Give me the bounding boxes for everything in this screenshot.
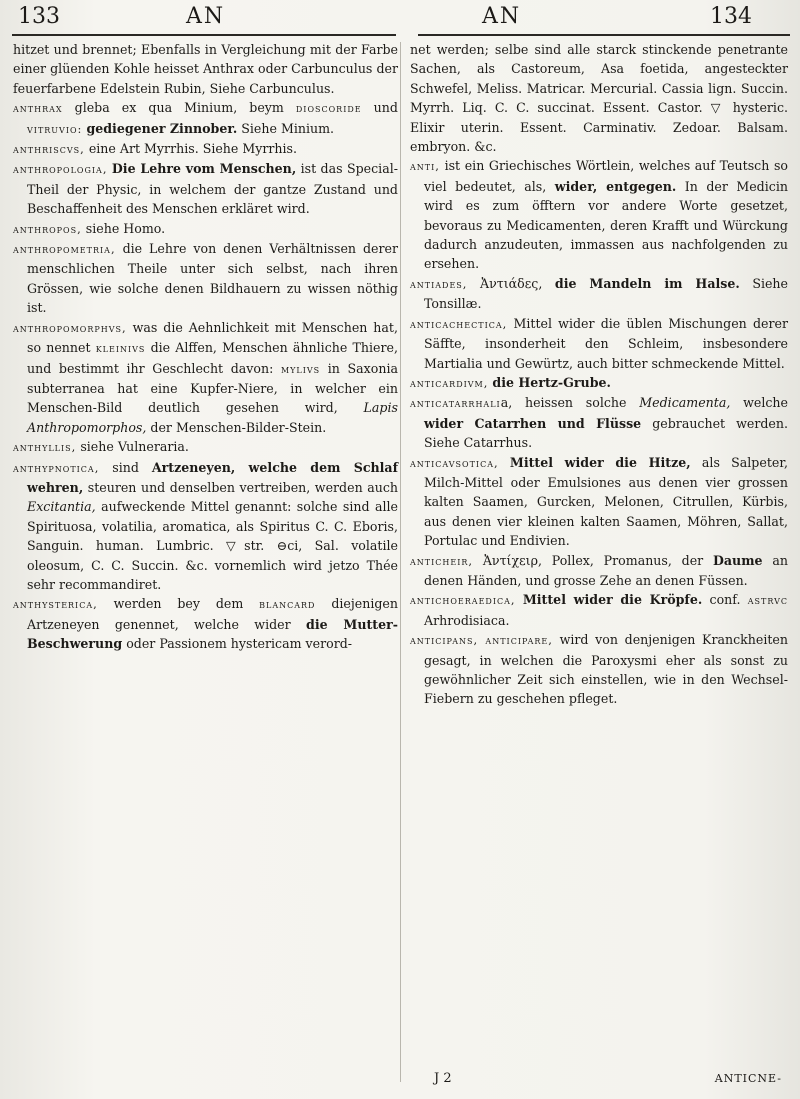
author-name: mylivs [280, 361, 321, 376]
entry-anticausotica [410, 453, 788, 551]
headword: anticachectica, [410, 316, 508, 331]
header-word-left: AN [186, 4, 226, 29]
entry-text: welche [743, 395, 788, 411]
entry-text: eine Art Myrrhis. Siehe Myrrhis. [88, 141, 298, 157]
entry-text: diejenigen Artzeneyen genennet, welche wider [27, 596, 398, 632]
entry-anthriscus [13, 139, 398, 159]
latin-term: Excitantia, [27, 499, 96, 515]
definition-bold: Artzeneyen, welche dem Schlaf wehren, [27, 459, 399, 495]
headword: anti, [410, 159, 440, 174]
entry-anthypnotica [13, 458, 398, 595]
left-column [13, 40, 398, 1090]
entry-text: net werden; selbe sind alle starck stinckende penetrante Sachen, als Castoreum, Asa foetida, angesteckter Schwefel, Meliss. Matricar. Mercurial. Cassia lign. Succin. Myrrh. Liq. C. C. succinat. Essent. Castor. ▽ hysteric. Elixir uterin. Essent. Carminativ. Zedoar. Balsam. embryon. &c. [410, 42, 788, 155]
entry-anthyllis [13, 437, 398, 457]
entry-text: in Saxonia subterranea hat eine Kupfer-Niere, in welcher ein Menschen-Bild deutlich gesehen wird, [27, 360, 398, 416]
headword: anticatarrhali [410, 396, 501, 411]
entry-text: ist ein Griechisches Wörtlein, welches auf Teutsch so viel bedeutet, als, [424, 158, 788, 194]
entry-anthropometria [13, 239, 398, 318]
greek-term: Ἀντιάδες, [480, 275, 543, 291]
entry-anthropomorphus [13, 318, 398, 437]
headword: antiades, [410, 276, 468, 291]
entry-text: Siehe Minium. [241, 120, 335, 136]
latin-term: Medicamenta, [639, 395, 731, 411]
author-name: blancard [259, 597, 316, 612]
entry-anticatarrhalia [410, 393, 788, 452]
headword: anthyllis, [13, 440, 77, 455]
header-rule-right [418, 34, 790, 36]
entry-text: sind [112, 459, 139, 475]
entry-antichoeradica [410, 590, 788, 630]
entry-text: der Menschen-Bilder-Stein. [150, 419, 327, 435]
headword: anticheir, [410, 553, 474, 568]
entry-anticipans [410, 630, 788, 709]
entry-text: Arhrodisiaca. [424, 612, 510, 628]
headword: anthropomorphvs, [13, 320, 127, 335]
entry-text: als Salpeter, Milch-Mittel oder Emulsiones aus denen vier grossen kalten Saamen, Gurcken, Melonen, Citrullen, Kürbis, aus denen vier kleinen kalten Saamen, Möhren, Sallat, Portulac und Endivien. [424, 454, 788, 549]
entry-text: die Alffen, Menschen ähnliche Thiere, und bestimmt ihr Geschlecht davon: [27, 340, 398, 376]
definition-bold: wider, entgegen. [554, 178, 677, 194]
definition-bold: Mittel wider die Hitze, [509, 454, 691, 470]
entry-text: gleba ex qua Minium, beym [74, 100, 284, 116]
entry-text: die Lehre von denen Verhältnissen derer menschlichen Theile unter sich selbst, nach ihren Grössen, wie solche denen Bildhauern zu wissen nöthig ist. [27, 241, 398, 316]
entry-antiades [410, 274, 788, 314]
headword: anticavsotica, [410, 455, 499, 470]
entry-text: Mittel wider die üblen Mischungen derer Säffte, insonderheit den Schleim, insbesondere Martialia und Gewürtz, auch bitter schmeckende Mittel. [424, 315, 788, 371]
entry-text: siehe Vulneraria. [80, 439, 189, 455]
definition-bold: gediegener Zinnober. [86, 120, 238, 136]
page-number-right: 134 [710, 4, 752, 29]
entry-text: werden bey dem [113, 596, 244, 612]
entry-anticheir [410, 551, 788, 591]
definition-bold: Mittel wider die Kröpfe. [522, 592, 703, 608]
definition-bold: die Mutter-Beschwerung [27, 616, 398, 652]
headword: anthropos, [13, 221, 82, 236]
author-name: vitruvio: [27, 121, 83, 136]
entry-text: oder Passionem hystericam verord- [126, 636, 353, 652]
author-name: dioscoride [295, 101, 362, 116]
entry-anticachectica [410, 314, 788, 373]
headword: anthriscvs, [13, 142, 85, 157]
definition-bold: die Mandeln im Halse. [554, 275, 740, 291]
entry-text: an denen Händen, und grosse Zehe an denen Füssen. [424, 552, 788, 588]
entry-continuation [13, 40, 398, 98]
entry-anthysterica [13, 594, 398, 653]
entry-text: siehe Homo. [85, 220, 166, 236]
header-word-right: AN [482, 4, 522, 29]
greek-term: Ἀντίχειρ, [482, 552, 542, 568]
column-divider [400, 42, 401, 1082]
page-number-left: 133 [18, 4, 60, 29]
definition-bold: die Hertz-Grube. [492, 374, 611, 390]
signature-mark: J 2 [434, 1071, 452, 1086]
entry-text: Siehe Tonsillæ. [424, 275, 789, 312]
entry-anthrax [13, 98, 398, 139]
page-footer [410, 1071, 788, 1093]
latin-term: Lapis Anthropomorphos, [27, 400, 398, 435]
running-header [0, 0, 800, 40]
catchword: ANTICNE- [714, 1072, 782, 1085]
entry-text: hitzet und brennet; Ebenfalls in Vergleichung mit der Farbe einer glüenden Kohle heisset Anthrax oder Carbunculus der feuerfarbene Edelstein Rubin, Siehe Carbunculus. [13, 42, 398, 96]
entry-anticardium [410, 373, 788, 393]
headword: anticipans, anticipare, [410, 633, 553, 648]
entry-text: steuren und denselben vertreiben, werden auch [87, 479, 398, 495]
headword: antichoeraedica, [410, 593, 516, 608]
author-name: astrvc [747, 593, 788, 608]
headword: anthropometria, [13, 242, 116, 257]
headword: anthypnotica, [13, 460, 100, 475]
entry-text: der [681, 552, 704, 568]
header-rule-left [12, 34, 396, 36]
headword: anthysterica, [13, 597, 98, 612]
entry-text: ist das Special-Theil der Physic, in welchem der gantze Zustand und Beschaffenheit des Menschen erkläret wird. [27, 161, 398, 217]
definition-bold: wider Catarrhen und Flüsse [424, 415, 642, 431]
entry-text: conf. [709, 592, 741, 608]
headword: anthrax [13, 101, 63, 116]
entry-text: In der Medicin wird es zum öfftern vor andere Worte gesetzet, bevoraus zu Medicamenten, deren Krafft und Würckung dadurch anzudeuten, immassen aus nachfolgenden zu ersehen. [424, 178, 788, 272]
headword: anthropologia, [13, 162, 108, 177]
entry-anthropologia [13, 159, 398, 218]
entry-text: wird von denjenigen Kranckheiten gesagt, in welchen die Paroxysmi eher als sonst zu gewöhnlicher Zeit sich einstellen, wie in den Wechsel-Fiebern zu geschehen pfleget. [424, 632, 788, 707]
entry-text: gebrauchet werden. Siehe Catarrhus. [424, 415, 789, 451]
entry-continuation [410, 40, 788, 156]
entry-text: aufweckende Mittel genannt: solche sind alle Spirituosa, volatilia, aromatica, als Spiritus C. C. Eboris, Sanguin. human. Lumbric. ▽str. ⊖ci, Sal. volatile oleosum, C. C. Succin. &c. vornemlich wird jetzo Thée sehr recommandiret. [27, 499, 398, 592]
entry-anti [410, 156, 788, 273]
headword: anticardivm, [410, 375, 489, 390]
entry-text: a, heissen solche [500, 395, 627, 411]
definition-bold: Die Lehre vom Menschen, [111, 161, 297, 177]
author-name: kleinivs [95, 341, 146, 356]
entry-anthropos [13, 219, 398, 239]
entry-text: was die Aehnlichkeit mit Menschen hat, so nennet [27, 319, 398, 356]
entry-text: und [373, 100, 398, 116]
right-column [410, 40, 788, 1090]
definition-bold: Daume [712, 552, 763, 568]
entry-text: Pollex, Promanus, [551, 552, 672, 568]
